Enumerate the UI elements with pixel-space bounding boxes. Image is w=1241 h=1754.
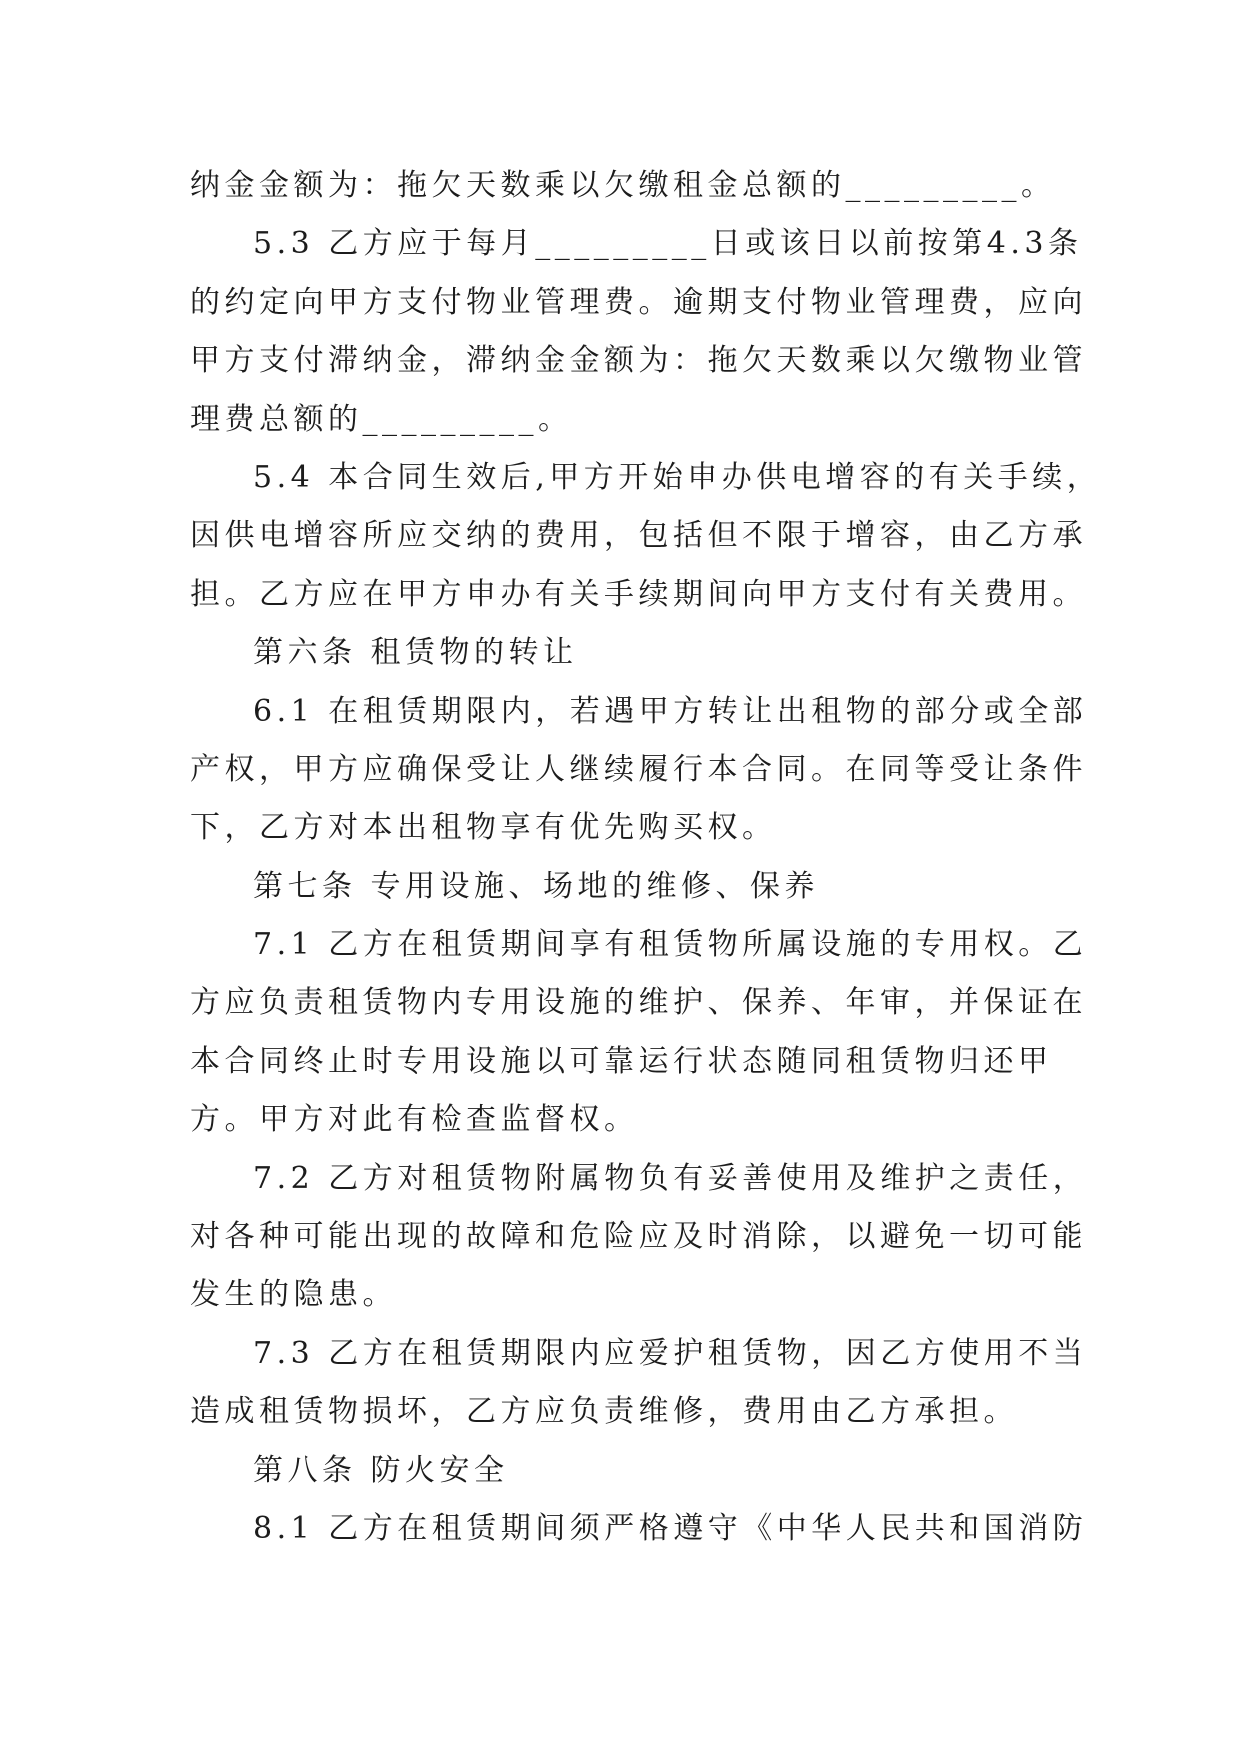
clause-7-2: 7.2 乙方对租赁物附属物负有妥善使用及维护之责任， bbox=[253, 1160, 1088, 1196]
text-line: 发生的隐患。 bbox=[190, 1277, 397, 1313]
article-6-heading: 第六条 租赁物的转让 bbox=[253, 635, 578, 671]
text-line: 因供电增容所应交纳的费用，包括但不限于增容，由乙方承 bbox=[190, 518, 1087, 554]
clause-6-1: 6.1 在租赁期限内，若遇甲方转让出租物的部分或全部 bbox=[253, 693, 1088, 729]
text-line: 的约定向甲方支付物业管理费。逾期支付物业管理费，应向 bbox=[190, 284, 1087, 320]
text-line: 产权，甲方应确保受让人继续履行本合同。在同等受让条件 bbox=[190, 751, 1087, 787]
text-line: 造成租赁物损坏，乙方应负责维修，费用由乙方承担。 bbox=[190, 1394, 1018, 1430]
article-7-heading: 第七条 专用设施、场地的维修、保养 bbox=[253, 868, 820, 904]
text-line: 理费总额的_________。 bbox=[190, 401, 573, 437]
text-line: 担。乙方应在甲方申办有关手续期间向甲方支付有关费用。 bbox=[190, 576, 1087, 612]
text-line: 下，乙方对本出租物享有优先购买权。 bbox=[190, 810, 777, 846]
text-line: 纳金金额为：拖欠天数乘以欠缴租金总额的_________。 bbox=[190, 168, 1056, 203]
clause-7-3: 7.3 乙方在租赁期限内应爱护租赁物，因乙方使用不当 bbox=[253, 1335, 1088, 1371]
text-line: 对各种可能出现的故障和危险应及时消除，以避免一切可能 bbox=[190, 1219, 1087, 1255]
clause-5-3: 5.3 乙方应于每月_________日或该日以前按第4.3条 bbox=[253, 226, 1083, 262]
text-line: 方。甲方对此有检查监督权。 bbox=[190, 1102, 639, 1138]
clause-5-4: 5.4 本合同生效后,甲方开始申办供电增容的有关手续， bbox=[253, 459, 1102, 495]
clause-7-1: 7.1 乙方在租赁期间享有租赁物所属设施的专用权。乙 bbox=[253, 927, 1088, 963]
text-line: 本合同终止时专用设施以可靠运行状态随同租赁物归还甲 bbox=[190, 1043, 1053, 1079]
article-8-heading: 第八条 防火安全 bbox=[253, 1452, 509, 1488]
text-line: 方应负责租赁物内专用设施的维护、保养、年审，并保证在 bbox=[190, 985, 1087, 1021]
clause-8-1: 8.1 乙方在租赁期间须严格遵守《中华人民共和国消防 bbox=[253, 1510, 1088, 1546]
contract-body bbox=[190, 157, 1102, 1558]
text-line: 甲方支付滞纳金，滞纳金金额为：拖欠天数乘以欠缴物业管 bbox=[190, 343, 1087, 379]
